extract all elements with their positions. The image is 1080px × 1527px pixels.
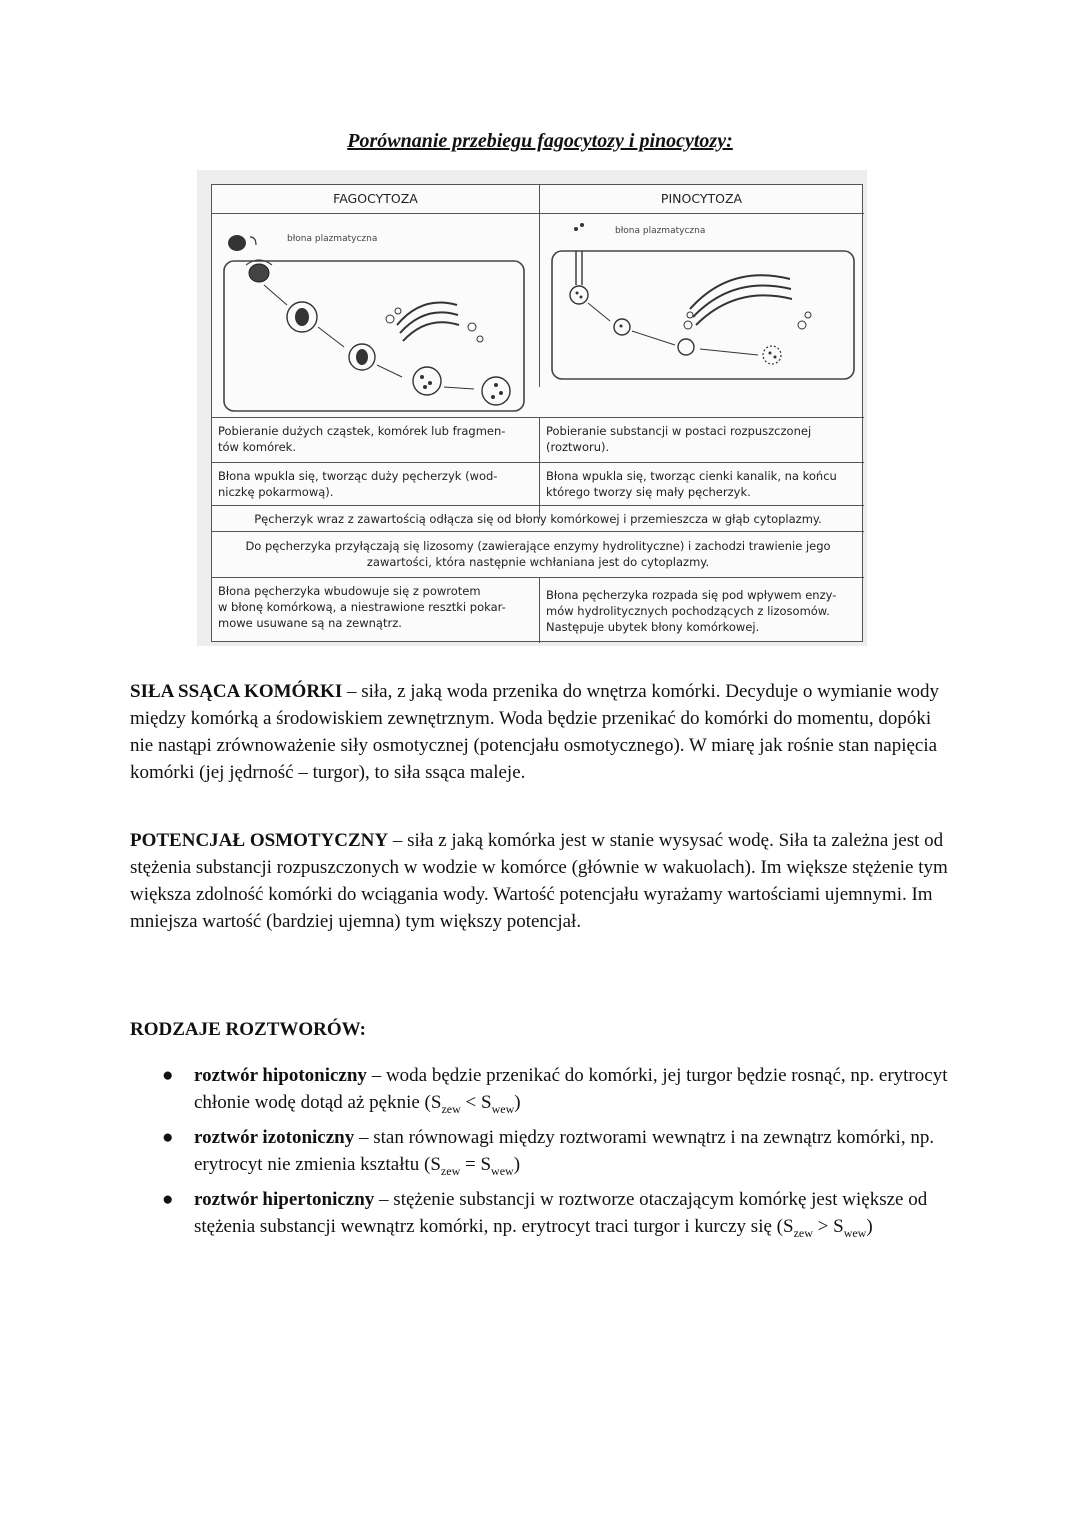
food-particle-icon [228,235,246,251]
row2-right: Błona wpukla się, tworząc cienki kanalik, na końcu którego tworzy się mały pęcherzyk. [546,469,837,499]
solution-types-list [150,1062,960,1247]
row1-left: Pobieranie dużych cząstek, komórek lub fragmen- tów komórek. [218,424,506,454]
membrane-label-right: błona plazmatyczna [615,226,706,236]
row5-right: Błona pęcherzyka rozpada się pod wpływem enzy- mów hydrolitycznych pochodzących z lizosomów. Następuje ubytek błony komórkowej. [546,588,837,634]
term: roztwór hipotoniczny [194,1065,367,1086]
definition: – siła z jaką komórka jest w stanie wysysać wodę. Siła ta zależna jest od stężenia substancji rozpuszczonych w wodzie w komórce (głównie w wakuolach). Im większe stężenie tym większa zdolność komórki do wciągania wody. Wartość potencjału wyrażamy wartościami ujemnymi. Im mniejsza wartość (bardziej ujemna) tym większy potencjał. [130,830,948,932]
comparison-figure [197,170,867,646]
list-item [150,1124,960,1185]
closing: ) [514,1092,521,1113]
row3: Pęcherzyk wraz z zawartością odłącza się od błony komórkowej i przemieszcza w głąb cytoplazmy. [254,512,822,526]
pinocytosis-diagram [540,215,864,385]
definition: – stan równowagi między roztworami wewnątrz i na zewnątrz komórki, np. erytrocyt nie zmienia kształtu (S [194,1126,935,1175]
definition: – siła, z jaką woda przenika do wnętrza komórki. Decyduje o wymianie wody między komórką a środowiskiem zewnętrznym. Woda będzie przenikać do komórki do momentu, dopóki nie nastąpi zrównoważenie siły osmotycznej (potencjału osmotycznego). W miarę jak rośnie stan napięcia komórki (jej jędrność – turgor), to siła ssąca maleje. [130,681,939,783]
operator: > S [812,1215,844,1237]
closing: ) [513,1153,521,1175]
solute-particle-icon [574,227,578,231]
divider [212,417,864,418]
cell-outline-right [552,251,854,379]
term: POTENCJAŁ OSMOTYCZNY [130,830,389,851]
subscript: zew [793,1225,813,1240]
list-item [150,1186,960,1247]
subscript: wew [491,1101,515,1116]
bullet-icon: ● [162,1126,174,1148]
subscript: wew [491,1163,514,1178]
subscript: zew [441,1101,461,1116]
comparison-table [211,184,863,642]
page-title: Porównanie przebiegu fagocytozy i pinocytozy: [347,130,733,152]
subscript: zew [440,1163,461,1178]
closing: ) [866,1215,873,1237]
bullet-icon: ● [162,1065,174,1086]
term: SIŁA SSĄCA KOMÓRKI [130,681,343,702]
term: roztwór izotoniczny [194,1126,355,1148]
paragraph-potencjal-osmotyczny [130,827,955,935]
phagocytosis-diagram [212,215,539,415]
section-heading: RODZAJE ROZTWORÓW: [130,1019,366,1040]
operator: = S [460,1153,492,1175]
divider [539,577,540,643]
column-header-fagocytoza: FAGOCYTOZA [212,185,539,214]
membrane-label-left: błona plazmatyczna [287,234,378,244]
divider [212,462,864,463]
paragraph-sila-ssaca [130,678,955,786]
divider [539,417,540,519]
column-header-pinocytoza: PINOCYTOZA [539,185,864,214]
subscript: wew [843,1225,867,1240]
operator: < S [460,1092,492,1113]
row2-left: Błona wpukla się, tworząc duży pęcherzyk (wod- niczkę pokarmową). [218,469,498,499]
definition: – stężenie substancji w roztworze otaczającym komórkę jest większe od stężenia substancji wewnątrz komórki, np. erytrocyt traci turgor i kurczy się (S [194,1188,928,1237]
definition: – woda będzie przenikać do komórki, jej turgor będzie rosnąć, np. erytrocyt chłonie wodę dotąd aż pęknie (S [194,1065,948,1113]
divider [212,531,864,532]
list-item [150,1062,960,1123]
term: roztwór hipertoniczny [194,1188,375,1210]
bullet-icon: ● [162,1188,174,1210]
row1-right: Pobieranie substancji w postaci rozpuszczonej (roztworu). [546,424,812,454]
divider [212,505,864,506]
divider [212,577,864,578]
row4: Do pęcherzyka przyłączają się lizosomy (zawierające enzymy hydrolityczne) i zachodzi trawienie jego zawartości, która następnie wchłaniana jest do cytoplazmy. [245,539,831,569]
row5-left: Błona pęcherzyka wbudowuje się z powrotem w błonę komórkową, a niestrawione resztki pokar- mowe usuwane są na zewnątrz. [218,584,506,630]
